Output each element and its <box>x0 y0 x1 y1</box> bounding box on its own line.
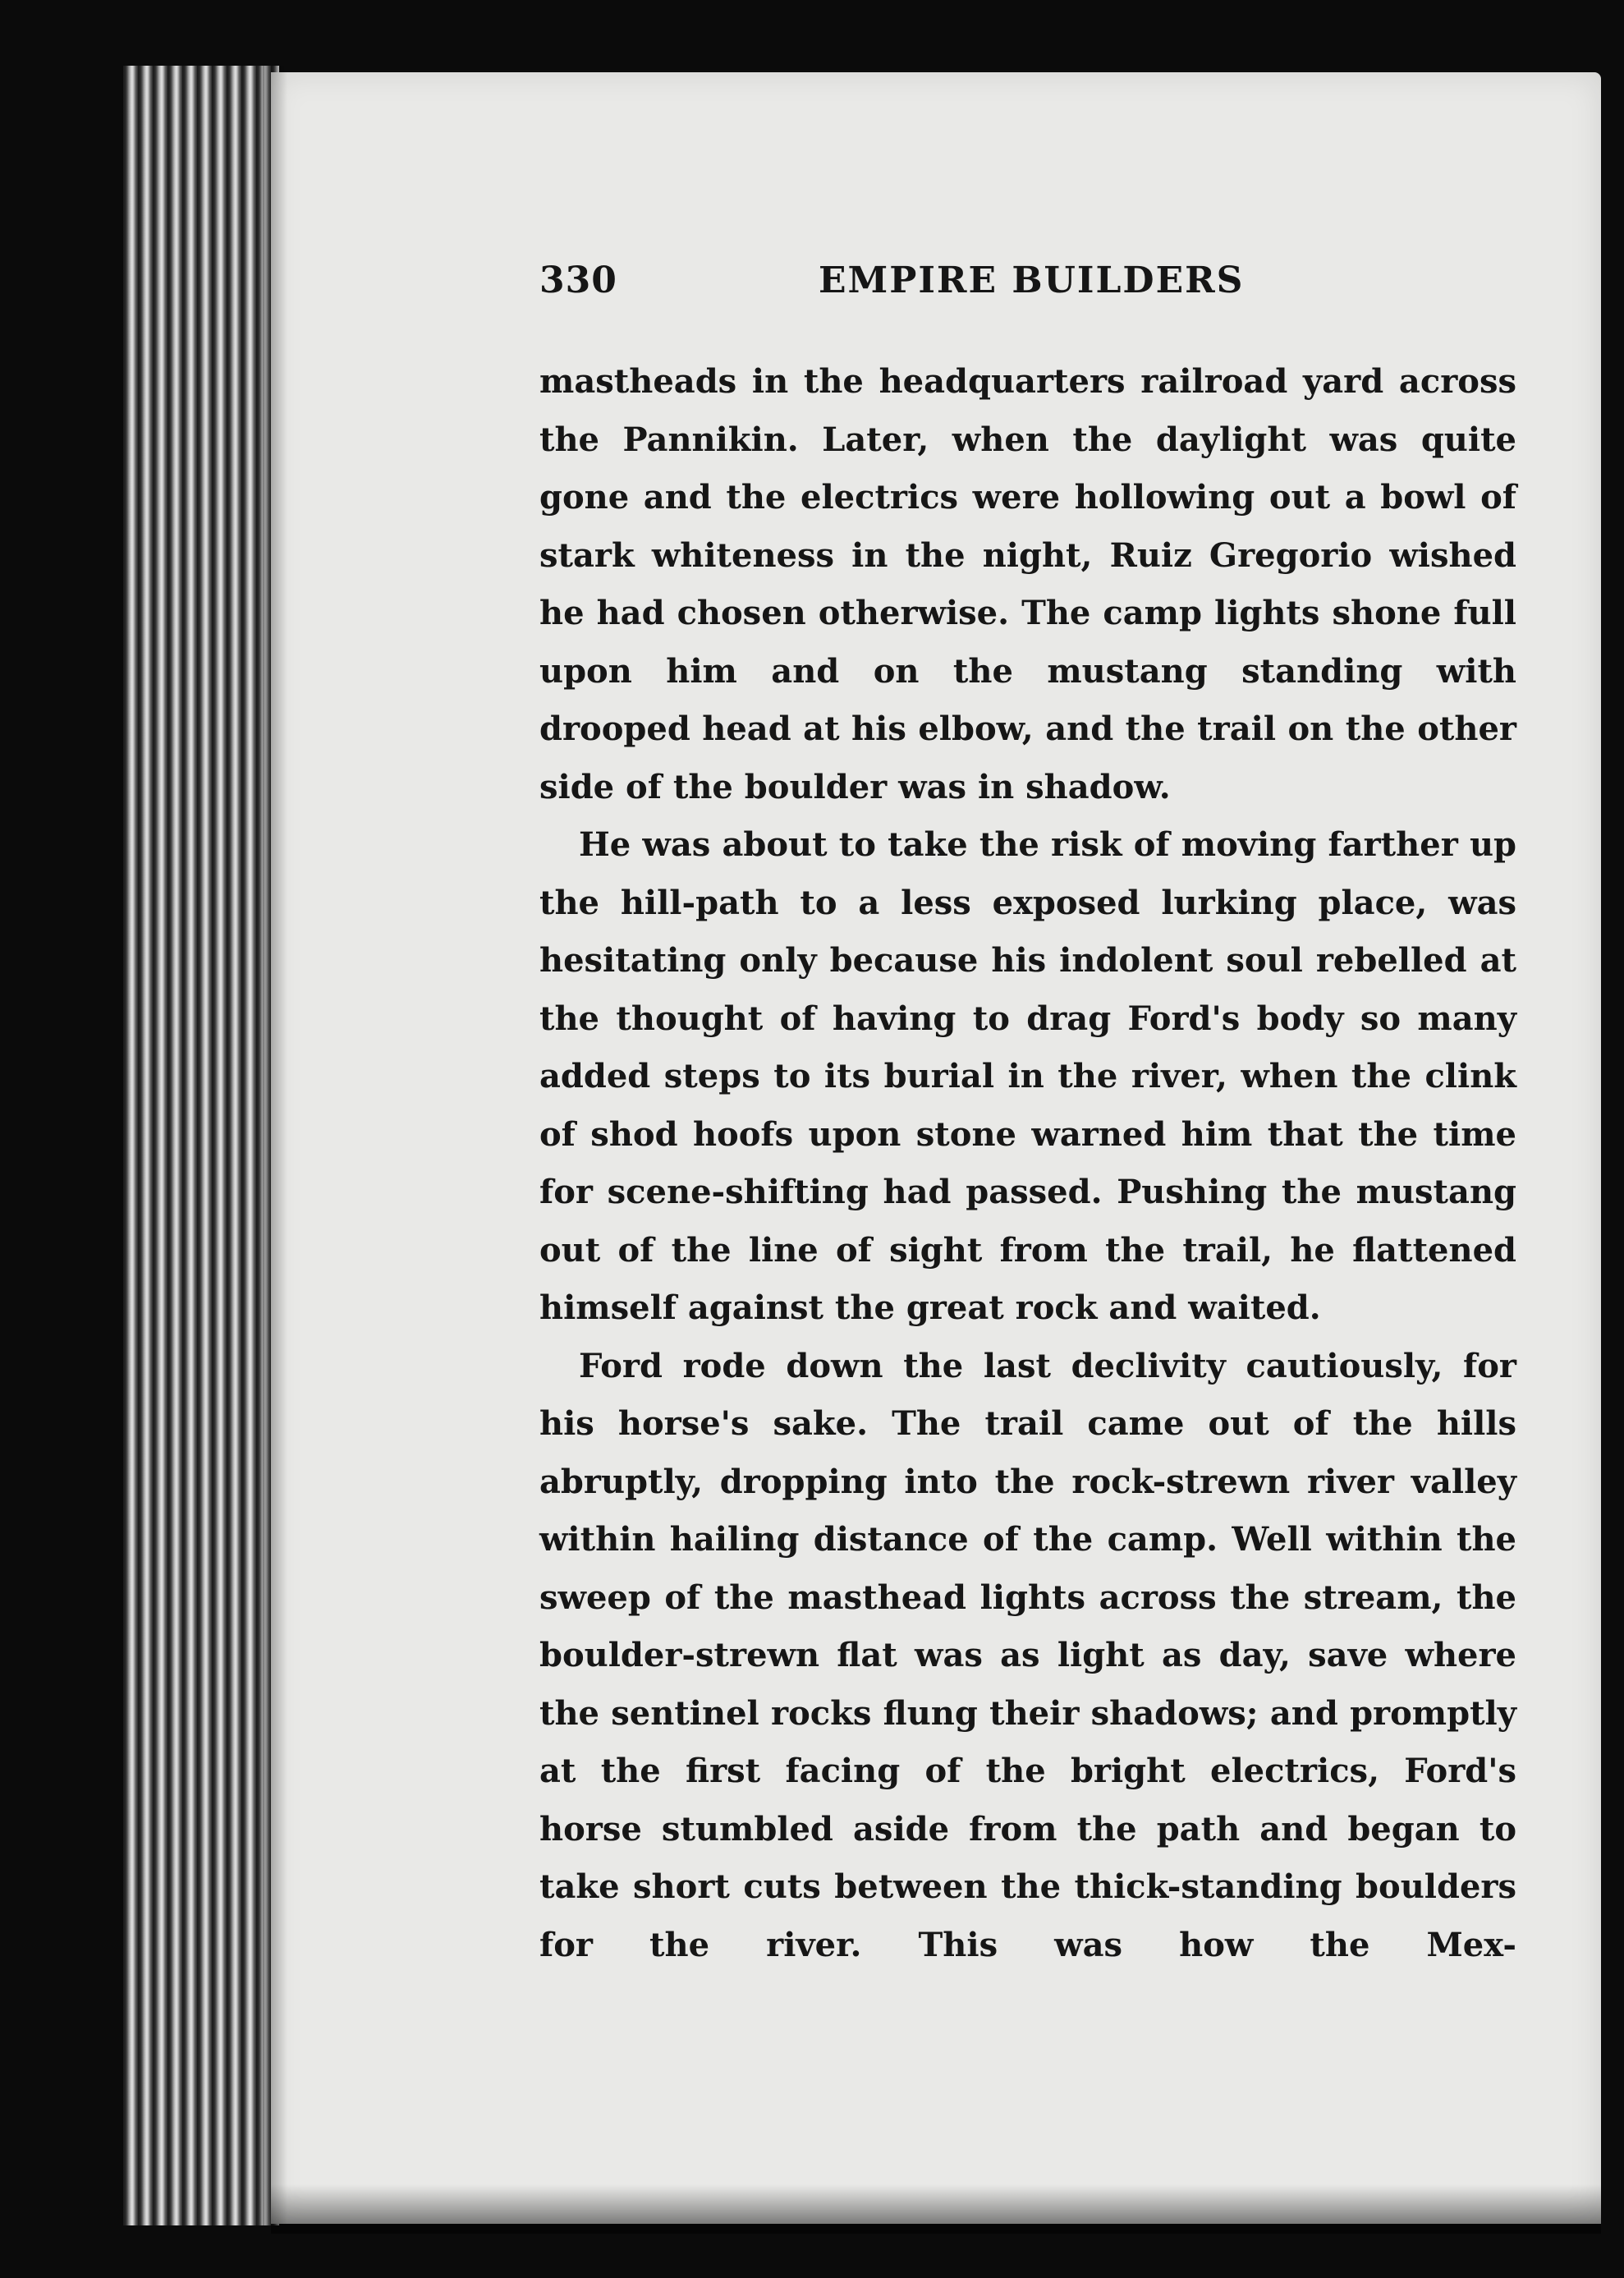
paragraph-1: mastheads in the headquarters railroad yard across the Pannikin. Later, when the daylight was quite gone and the electrics were hollowing out a bowl of stark whiteness in the night, Ruiz Gregorio wished he had chosen otherwise. The camp lights shone full upon him and on the mustang standing with drooped head at his elbow, and the trail on the other side of the boulder was in shadow. <box>539 362 1516 806</box>
page-number: 330 <box>539 259 617 301</box>
paragraph-2: He was about to take the risk of moving farther up the hill-path to a less exposed lurking place, was hesitating only because his indolent soul rebelled at the thought of having to drag Ford's body so many added steps to its burial in the river, when the clink of shod hoofs upon stone warned him that the time for scene-shifting had passed. Pushing the mustang out of the line of sight from the trail, he flattened himself against the great rock and waited. <box>539 825 1516 1327</box>
book-spine-edges <box>123 66 279 2225</box>
running-title: EMPIRE BUILDERS <box>819 259 1245 301</box>
gutter-shadow <box>263 66 287 2225</box>
page-header <box>539 259 1525 309</box>
page-bottom-shadow <box>271 2184 1601 2234</box>
body-text <box>539 353 1516 1974</box>
paragraph-3: Ford rode down the last declivity cautiously, for his horse's sake. The trail came out of the hills abruptly, dropping into the rock-strewn river valley within hailing distance of the camp. Well within the sweep of the masthead lights across the stream, the boulder-strewn flat was as light as day, save where the sentinel rocks flung their shadows; and promptly at the first facing of the bright electrics, Ford's horse stumbled aside from the path and began to take short cuts between the thick-standing boulders for the river. This was how the Mex- <box>539 1346 1516 1964</box>
